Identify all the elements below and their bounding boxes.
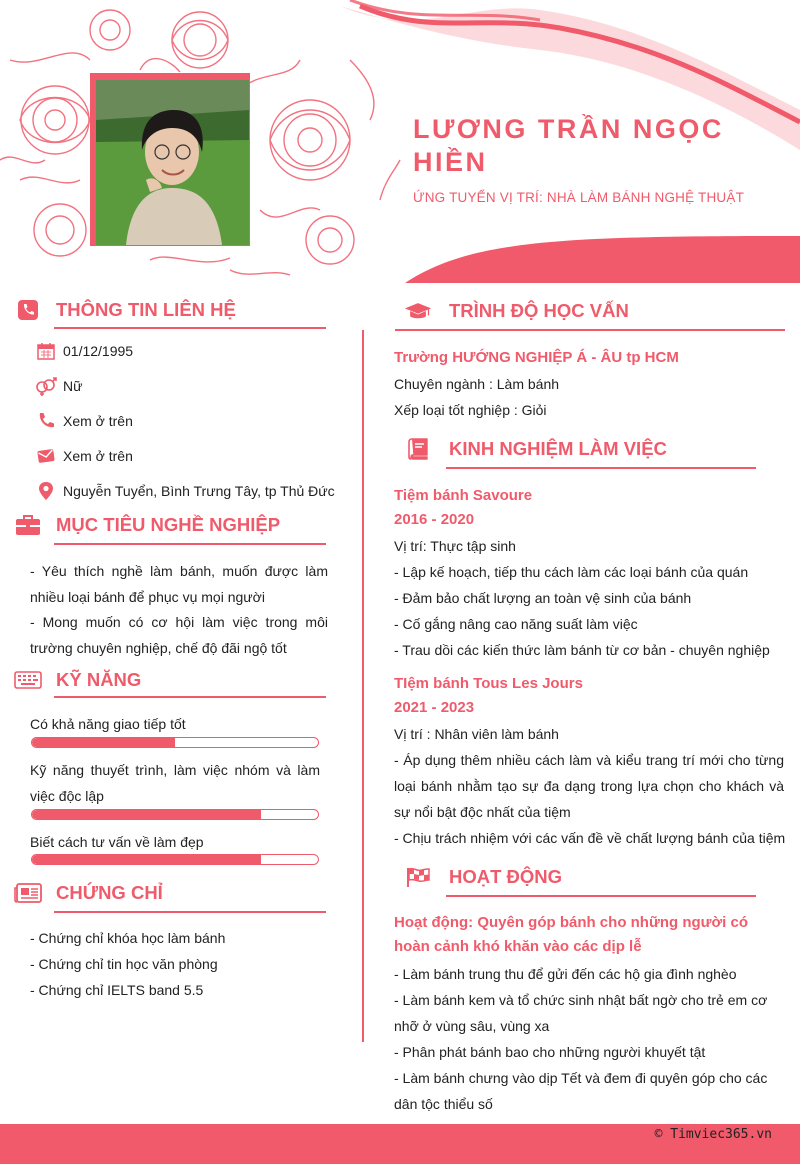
map-pin-icon (33, 480, 59, 502)
certificate-item-1: - Chứng chỉ khóa học làm bánh (30, 930, 226, 946)
job-1-task-4: - Trau dồi các kiến thức làm bánh từ cơ bản - chuyên nghiệp (394, 642, 770, 658)
skill-label-3: Biết cách tư vấn về làm đẹp (30, 834, 204, 850)
section-header-skills (14, 666, 141, 694)
newspaper-icon (14, 879, 42, 907)
skill-label-2: Kỹ năng thuyết trình, làm việc nhóm và làm việc độc lập (30, 762, 320, 804)
section-underline (54, 543, 326, 545)
section-title-experience: KINH NGHIỆM LÀM VIỆC (449, 438, 667, 459)
gender-icon (33, 375, 59, 397)
copyright-text: © Timviec365.vn (654, 1127, 772, 1142)
education-major: Chuyên ngành : Làm bánh (394, 376, 560, 392)
contact-birthday (33, 340, 133, 362)
contact-gender (33, 375, 82, 397)
job-1-period: 2016 - 2020 (394, 511, 475, 528)
column-divider (362, 330, 364, 1042)
activity-item-2: - Làm bánh kem và tổ chức sinh nhật bất ngờ cho trẻ em cơ nhỡ ở vùng sâu, vùng xa (394, 992, 768, 1034)
skill-bar-3 (31, 854, 319, 865)
job-1-role: Vị trí: Thực tập sinh (394, 538, 516, 554)
phone-square-icon (14, 296, 42, 324)
section-header-contact (14, 296, 236, 324)
education-school: Trường HƯỚNG NGHIỆP Á - ÂU tp HCM (394, 349, 679, 366)
section-underline (54, 696, 326, 698)
section-header-activities (404, 863, 562, 891)
book-icon (404, 435, 432, 463)
keyboard-icon (14, 666, 42, 694)
phone-icon (33, 410, 59, 432)
objective-item-1: - Yêu thích nghề làm bánh, muốn được làm nhiều loại bánh để phục vụ mọi người (30, 563, 328, 605)
objective-item-2: - Mong muốn có cơ hội làm việc trong môi trường chuyên nghiệp, chế độ đãi ngộ tốt (30, 614, 328, 656)
footer-bar (0, 1124, 800, 1164)
contact-email (33, 445, 133, 467)
avatar (96, 80, 249, 245)
skill-bar-fill (32, 855, 261, 864)
section-header-certificates (14, 879, 163, 907)
skill-bar-2 (31, 809, 319, 820)
section-underline (54, 911, 326, 913)
section-underline (395, 329, 785, 331)
job-2-task-2: - Chịu trách nhiệm với các vấn đề về chất lượng bánh của tiệm (394, 830, 786, 846)
section-title-objective: MỤC TIÊU NGHỀ NGHIỆP (56, 514, 281, 535)
envelope-icon (33, 445, 59, 467)
section-title-certificates: CHỨNG CHỈ (56, 882, 163, 903)
email-value: Xem ở trên (63, 448, 133, 464)
applied-position: ỨNG TUYỂN VỊ TRÍ: NHÀ LÀM BÁNH NGHỆ THUẬT (413, 190, 745, 205)
phone-value: Xem ở trên (63, 413, 133, 429)
skill-bar-1 (31, 737, 319, 748)
job-1-task-3: - Cố gắng nâng cao năng suất làm việc (394, 616, 638, 632)
briefcase-icon (14, 511, 42, 539)
section-title-activities: HOẠT ĐỘNG (449, 866, 563, 887)
gender-value: Nữ (63, 378, 83, 394)
calendar-icon (33, 340, 59, 362)
birthday-value: 01/12/1995 (63, 343, 134, 359)
graduation-cap-icon (404, 297, 432, 325)
section-header-education (404, 297, 629, 325)
activity-item-1: - Làm bánh trung thu để gửi đến các hộ gia đình nghèo (394, 966, 737, 982)
activity-item-3: - Phân phát bánh bao cho những người khuyết tật (394, 1044, 706, 1060)
job-2-company: TIệm bánh Tous Les Jours (394, 675, 583, 692)
section-underline (446, 467, 756, 469)
skill-bar-fill (32, 810, 261, 819)
job-2-task-1: - Áp dụng thêm nhiều cách làm và kiểu trang trí mới cho từng loại bánh nhằm tạo sự đa dạng trong lựa chọn cho khách và sự nổi bật độc nhất của tiệm (394, 752, 784, 820)
job-2-period: 2021 - 2023 (394, 699, 475, 716)
section-title-contact: THÔNG TIN LIÊN HỆ (56, 299, 236, 320)
candidate-name: LƯƠNG TRẦN NGỌC HIỀN (413, 114, 724, 177)
flag-icon (404, 863, 432, 891)
skill-bar-fill (32, 738, 175, 747)
section-header-objective (14, 511, 280, 539)
certificate-item-3: - Chứng chỉ IELTS band 5.5 (30, 982, 204, 998)
contact-phone (33, 410, 133, 432)
job-1-company: Tiệm bánh Savoure (394, 487, 533, 504)
address-value: Nguyễn Tuyển, Bình Trưng Tây, tp Thủ Đức (63, 483, 335, 499)
job-1-task-1: - Lập kế hoạch, tiếp thu cách làm các loại bánh của quán (394, 564, 749, 580)
section-title-skills: KỸ NĂNG (56, 669, 142, 690)
skill-label-1: Có khả năng giao tiếp tốt (30, 716, 186, 732)
section-title-education: TRÌNH ĐỘ HỌC VẤN (449, 300, 629, 321)
section-underline (54, 327, 326, 329)
education-grade: Xếp loại tốt nghiệp : Giỏi (394, 402, 547, 418)
certificate-item-2: - Chứng chỉ tin học văn phòng (30, 956, 218, 972)
section-underline (446, 895, 756, 897)
activity-heading: Hoạt động: Quyên góp bánh cho những người có hoàn cảnh khó khăn vào các dịp lễ (394, 914, 749, 955)
job-1-task-2: - Đảm bảo chất lượng an toàn vệ sinh của bánh (394, 590, 692, 606)
activity-item-4: - Làm bánh chưng vào dịp Tết và đem đi quyên góp cho các dân tộc thiểu số (394, 1070, 768, 1112)
contact-address (33, 480, 335, 502)
section-header-experience (404, 435, 667, 463)
job-2-role: Vị trí : Nhân viên làm bánh (394, 726, 559, 742)
